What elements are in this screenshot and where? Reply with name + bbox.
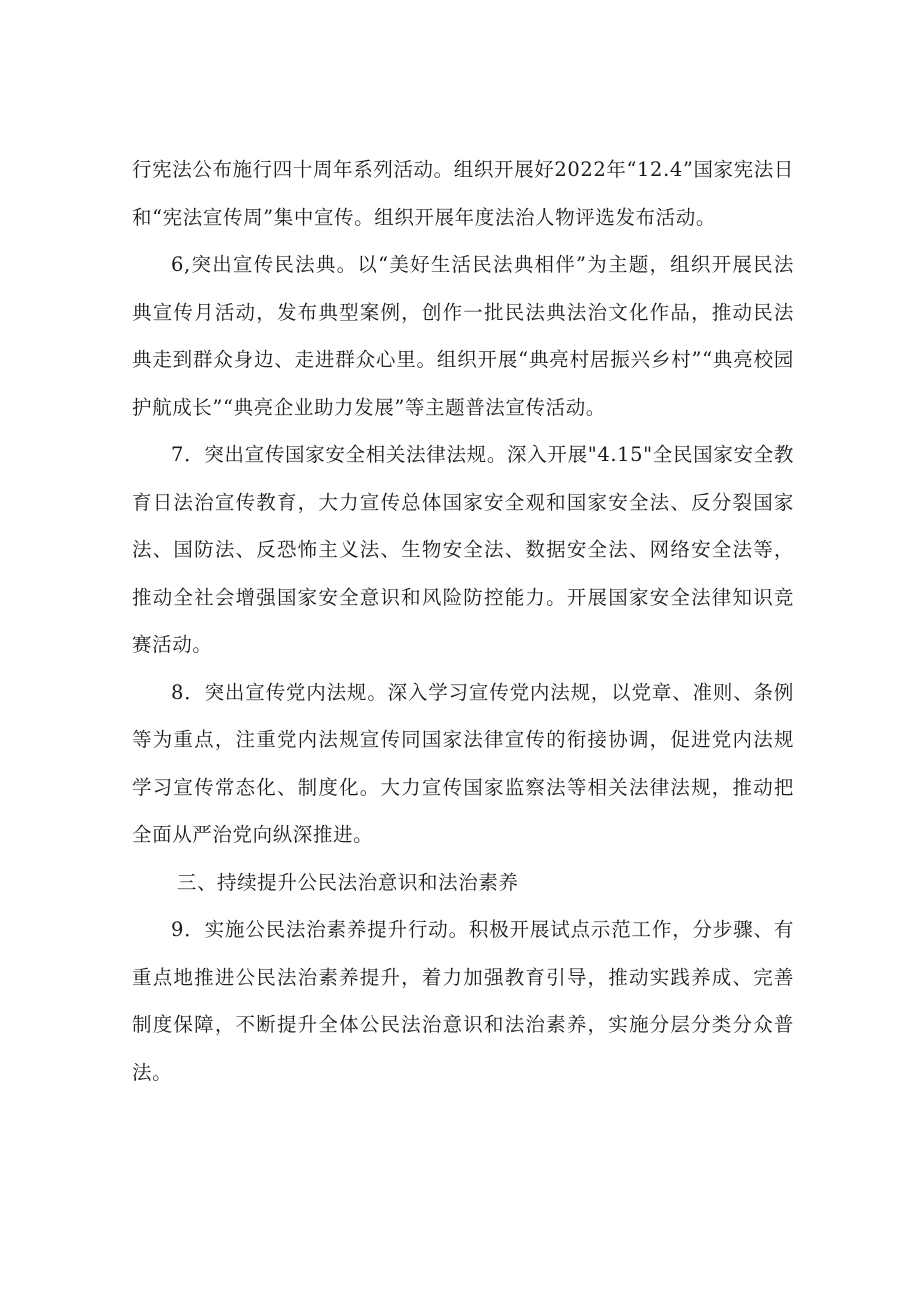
section-heading-3: 三、持续提升公民法治意识和法治素养 <box>176 870 519 894</box>
paragraph-item-9-legal-literacy: 9．实施公民法治素养提升行动。积极开展试点示范工作，分步骤、有重点地推进公民法治素养提升，着力加强教育引导，推动实践养成、完善制度保障，不断提升全体公民法治意识和法治素养，实施分层分类分众普法。 <box>132 918 794 1084</box>
paragraph-constitution-activities: 行宪法公布施行四十周年系列活动。组织开展好2022年“12.4”国家宪法日和“宪法宣传周”集中宣传。组织开展年度法治人物评选发布活动。 <box>132 158 794 229</box>
document-body <box>132 146 794 1096</box>
paragraph-item-6-civil-code: 6,突出宣传民法典。以“美好生活民法典相伴”为主题，组织开展民法典宣传月活动，发布典型案例，创作一批民法典法治文化作品，推动民法典走到群众身边、走进群众心里。组织开展“典亮村居振兴乡村”“典亮校园护航成长”“典亮企业助力发展”等主题普法宣传活动。 <box>132 253 794 419</box>
paragraph-item-7-national-security: 7．突出宣传国家安全相关法律法规。深入开展"4.15"全民国家安全教育日法治宣传教育，大力宣传总体国家安全观和国家安全法、反分裂国家法、国防法、反恐怖主义法、生物安全法、数据安全法、网络安全法等，推动全社会增强国家安全意识和风险防控能力。开展国家安全法律知识竞赛活动。 <box>132 443 794 656</box>
paragraph-item-8-party-regulations: 8．突出宣传党内法规。深入学习宣传党内法规，以党章、准则、条例等为重点，注重党内法规宣传同国家法律宣传的衔接协调，促进党内法规学习宣传常态化、制度化。大力宣传国家监察法等相关法律法规，推动把全面从严治党向纵深推进。 <box>132 680 794 846</box>
